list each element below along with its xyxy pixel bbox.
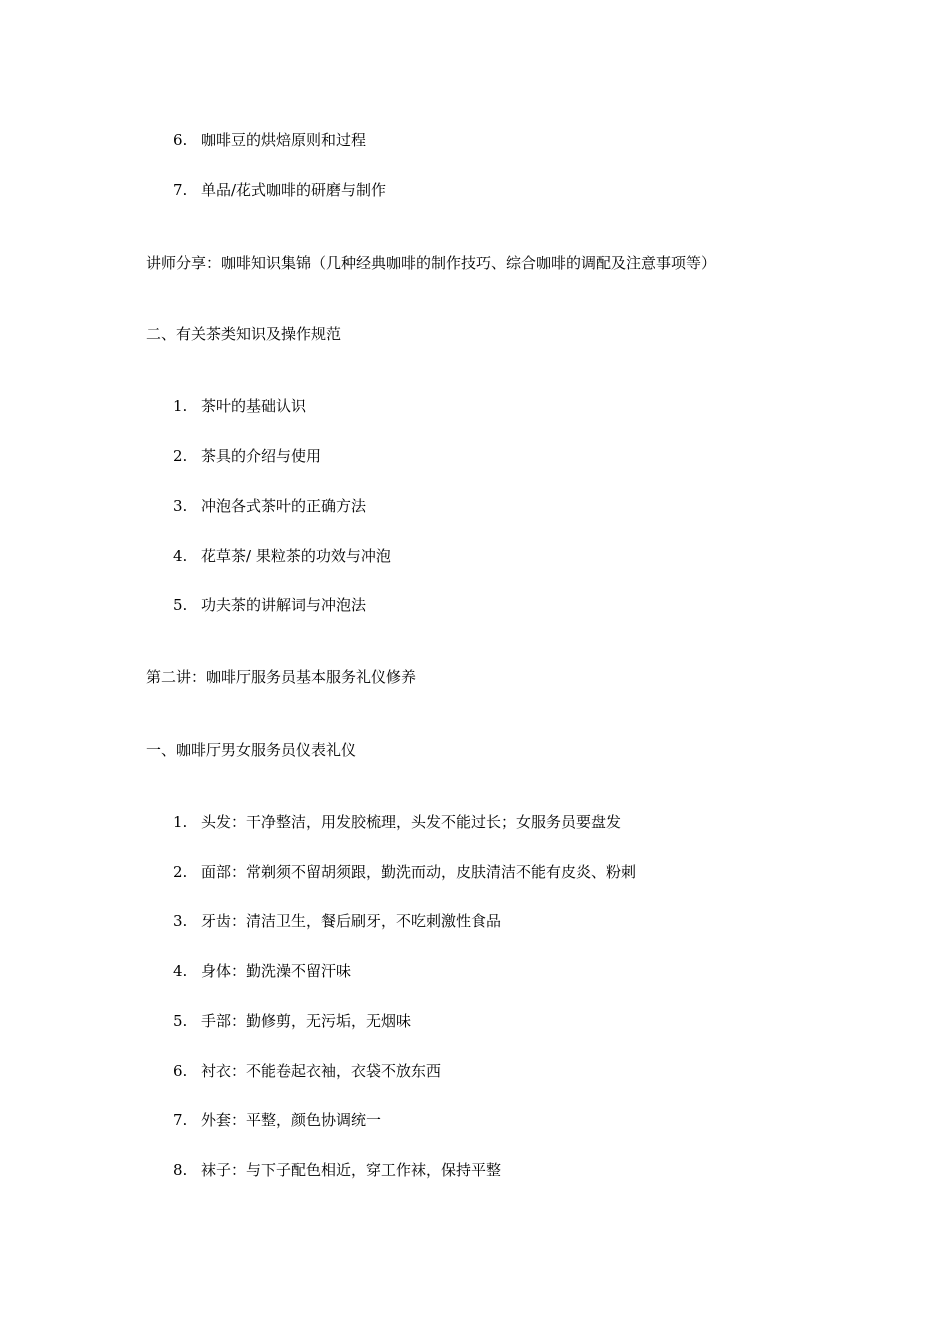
list-item-text: 手部：勤修剪，无污垢，无烟味 bbox=[201, 1012, 412, 1030]
list-item bbox=[173, 396, 306, 416]
list-item-text: 咖啡豆的烘焙原则和过程 bbox=[201, 131, 367, 149]
list-item bbox=[173, 446, 321, 466]
list-item-number: 3. bbox=[173, 497, 188, 515]
list-item-number: 3. bbox=[173, 912, 188, 930]
list-item-number: 5. bbox=[173, 1012, 188, 1030]
list-item-text: 茶叶的基础认识 bbox=[201, 397, 307, 415]
list-item-text: 冲泡各式茶叶的正确方法 bbox=[201, 497, 367, 515]
list-item bbox=[173, 595, 366, 615]
list-item-text: 功夫茶的讲解词与冲泡法 bbox=[201, 596, 367, 614]
list-item-text: 身体：勤洗澡不留汗味 bbox=[201, 962, 352, 980]
list-item-number: 6. bbox=[173, 131, 188, 149]
list-item bbox=[173, 1160, 501, 1180]
list-item-text: 茶具的介绍与使用 bbox=[201, 447, 322, 465]
lecture-title: 第二讲：咖啡厅服务员基本服务礼仪修养 bbox=[146, 668, 417, 686]
list-item bbox=[173, 180, 386, 200]
list-item-number: 4. bbox=[173, 962, 188, 980]
list-item bbox=[173, 911, 501, 931]
list-item-text: 外套：平整，颜色协调统一 bbox=[201, 1111, 382, 1129]
list-item-number: 2. bbox=[173, 447, 188, 465]
list-item-number: 1. bbox=[173, 397, 188, 415]
list-item-text: 衬衣：不能卷起衣袖，衣袋不放东西 bbox=[201, 1062, 442, 1080]
list-item-number: 2. bbox=[173, 863, 188, 881]
list-item-number: 1. bbox=[173, 813, 188, 831]
list-item-number: 7. bbox=[173, 181, 188, 199]
list-item bbox=[173, 1011, 411, 1031]
section-heading-etiquette: 一、咖啡厅男女服务员仪表礼仪 bbox=[146, 741, 357, 759]
list-item bbox=[173, 130, 366, 150]
list-item bbox=[173, 1061, 441, 1081]
list-item-text: 头发：干净整洁，用发胶梳理，头发不能过长；女服务员要盘发 bbox=[201, 813, 622, 831]
list-item-text: 单品/花式咖啡的研磨与制作 bbox=[201, 181, 387, 199]
list-item-text: 牙齿：清洁卫生，餐后刷牙，不吃刺激性食品 bbox=[201, 912, 502, 930]
list-item bbox=[173, 1110, 381, 1130]
section-heading-tea: 二、有关茶类知识及操作规范 bbox=[146, 325, 342, 343]
lecturer-share-paragraph: 讲师分享：咖啡知识集锦（几种经典咖啡的制作技巧、综合咖啡的调配及注意事项等） bbox=[146, 254, 717, 272]
list-item-text: 面部：常剃须不留胡须跟，勤洗而动，皮肤清洁不能有皮炎、粉刺 bbox=[201, 863, 637, 881]
list-item bbox=[173, 546, 391, 566]
list-item-number: 6. bbox=[173, 1062, 188, 1080]
list-item bbox=[173, 862, 636, 882]
list-item bbox=[173, 812, 621, 832]
list-item-number: 5. bbox=[173, 596, 188, 614]
list-item-text: 花草茶/ 果粒茶的功效与冲泡 bbox=[201, 547, 391, 565]
list-item-number: 4. bbox=[173, 547, 188, 565]
list-item bbox=[173, 496, 366, 516]
list-item bbox=[173, 961, 351, 981]
list-item-number: 7. bbox=[173, 1111, 188, 1129]
list-item-text: 袜子：与下子配色相近，穿工作袜，保持平整 bbox=[201, 1161, 502, 1179]
list-item-number: 8. bbox=[173, 1161, 188, 1179]
